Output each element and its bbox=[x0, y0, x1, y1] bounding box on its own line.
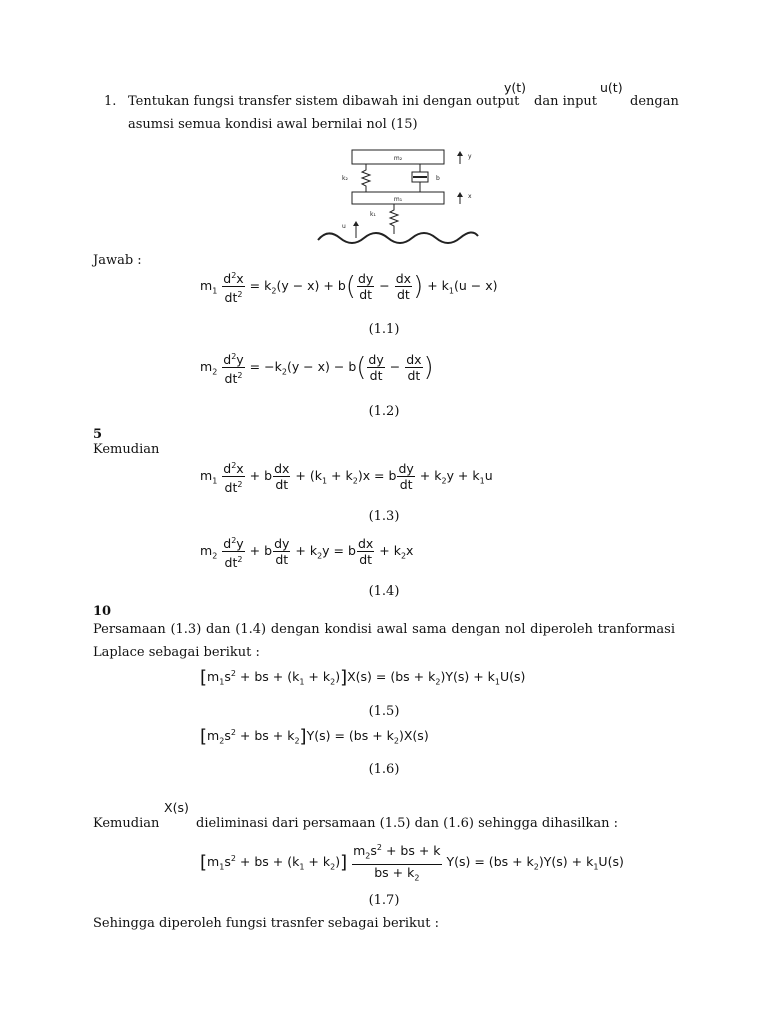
equation-number-1-6: (1.6) bbox=[368, 762, 400, 777]
spring-k1 bbox=[390, 204, 398, 234]
elimination-text: dieliminasi dari persamaan (1.5) dan (1.6) sehingga dihasilkan : bbox=[196, 816, 618, 831]
question-number: 1. bbox=[104, 94, 117, 109]
mass-spring-diagram bbox=[316, 142, 480, 248]
equation-number-1-4: (1.4) bbox=[368, 584, 400, 599]
kemudian-2: Kemudian bbox=[93, 816, 160, 831]
question-text: Tentukan fungsi transfer sistem dibawah ini dengan output bbox=[128, 94, 520, 109]
equation-1-6: [$m_2s^2$ + bs + $k_2]Y(s) = (bs + k_2)X(s)$ bbox=[200, 726, 429, 747]
input-u-label: u bbox=[342, 223, 346, 230]
equation-number-1-2: (1.2) bbox=[368, 404, 400, 419]
damper-b-label: b bbox=[436, 175, 440, 182]
equation-1-4: $m_2$ $\frac{d^2y}{dt^2}$ + b $\frac{dy}{dt}$ + $k_2y = b$ $\frac{dx}{dt}$ + $k_2x$ bbox=[200, 533, 413, 570]
page-mark-5: 5 bbox=[93, 427, 103, 442]
input-symbol: u(t) bbox=[600, 80, 623, 95]
disp-x-label: x bbox=[468, 193, 472, 200]
question-text-end: dengan bbox=[630, 94, 679, 109]
page-mark-10: 10 bbox=[93, 604, 112, 619]
paragraph-line-2: Laplace sebagai berikut : bbox=[93, 645, 260, 660]
spring-k1-label: k₁ bbox=[370, 211, 376, 218]
equation-1-5: [$m_1s^2$ + bs + $(k_1 + k_2)]X(s) = (bs + k_2)Y(s) + k_1U(s)$ bbox=[200, 667, 526, 688]
final-text: Sehingga diperoleh fungsi trasnfer sebagai berikut : bbox=[93, 916, 440, 931]
equation-1-3: $m_1$ $\frac{d^2x}{dt^2}$ + b $\frac{dx}{dt}$ + $(k_1 + k_2)x = b$ $\frac{dy}{dt}$ + $k_2y + k_1u$ bbox=[200, 458, 493, 495]
spring-k2-label: k₂ bbox=[342, 175, 348, 182]
mass-m2-label: m₂ bbox=[393, 155, 403, 162]
equation-number-1-7: (1.7) bbox=[368, 893, 400, 908]
kemudian-1: Kemudian bbox=[93, 442, 160, 457]
disp-y-label: y bbox=[468, 153, 472, 160]
paragraph-line-1: Persamaan (1.3) dan (1.4) dengan kondisi awal sama dengan nol diperoleh tranformasi bbox=[93, 622, 675, 637]
equation-1-7: [$m_1s^2$ + bs + $(k_1 + k_2)$] $\frac{m_2s^2 + bs + k}{bs + k_2}$ $Y(s) = (bs + k_2)Y(s) + k_1U(s)$ bbox=[200, 840, 624, 885]
equation-number-1-5: (1.5) bbox=[368, 704, 400, 719]
equation-1-1: $m_1$ $\frac{d^2x}{dt^2}$ = $k_2(y - x) + b$( $\frac{dy}{dt}$ − $\frac{dx}{dt}$ ) + $k_1(u - x)$ bbox=[200, 268, 497, 305]
question-text-input: dan input bbox=[534, 94, 598, 109]
spring-k2 bbox=[362, 164, 370, 192]
equation-number-1-3: (1.3) bbox=[368, 509, 400, 524]
answer-label: Jawab : bbox=[93, 253, 142, 268]
mass-m1-label: m₁ bbox=[393, 196, 403, 203]
road-surface bbox=[318, 232, 478, 243]
xs-symbol: X(s) bbox=[164, 800, 189, 815]
question-line-2: asumsi semua kondisi awal bernilai nol (15) bbox=[128, 117, 418, 132]
output-symbol: y(t) bbox=[504, 80, 527, 95]
equation-1-2: $m_2$ $\frac{d^2y}{dt^2}$ = $-k_2(y - x) - b$( $\frac{dy}{dt}$ − $\frac{dx}{dt}$ ) bbox=[200, 349, 434, 386]
equation-number-1-1: (1.1) bbox=[368, 322, 400, 337]
